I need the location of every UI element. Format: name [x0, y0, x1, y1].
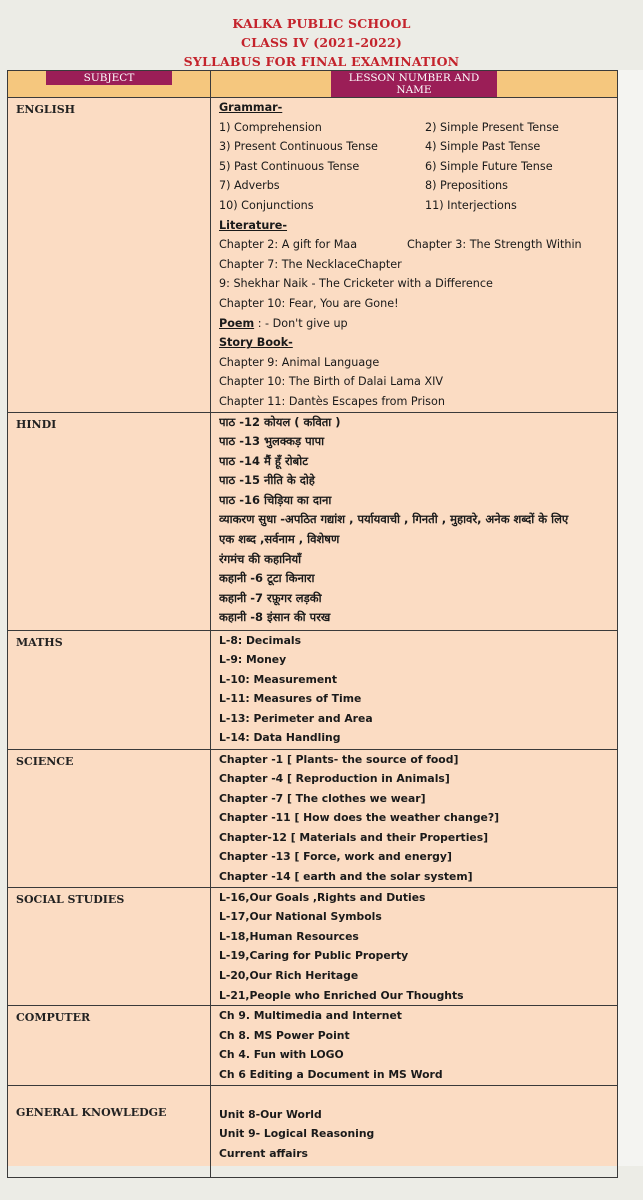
general-knowledge-lessons: [211, 1085, 618, 1177]
story-book-heading: Story Book-: [219, 336, 293, 350]
list-item: Chapter 9: Animal Language: [219, 355, 380, 369]
list-item: L-8: Decimals: [219, 633, 301, 647]
list-item: कहानी -7 रफ़ूगर लड़की: [219, 590, 322, 605]
list-item: पाठ -14 मैं हूँ रोबोट: [219, 453, 308, 468]
list-item: पाठ -15 नीति के दोहे: [219, 473, 315, 488]
list-item: L-14: Data Handling: [219, 731, 341, 745]
page-edge: [617, 70, 643, 1166]
list-item: L-17,Our National Symbols: [219, 910, 382, 924]
list-item: L-21,People who Enriched Our Thoughts: [219, 988, 464, 1002]
list-item: 7) Adverbs 8) Prepositions: [219, 179, 508, 193]
subject-social-studies: SOCIAL STUDIES: [8, 887, 211, 1006]
computer-lessons: [211, 1006, 618, 1085]
list-item: पाठ -12 कोयल ( कविता ): [219, 414, 341, 429]
list-item: Chapter -1 [ Plants- the source of food]: [219, 752, 459, 766]
subject-computer: COMPUTER: [8, 1006, 211, 1085]
list-item: L-11: Measures of Time: [219, 692, 362, 706]
list-item: Chapter -4 [ Reproduction in Animals]: [219, 772, 450, 786]
list-item: Ch 6 Editing a Document in MS Word: [219, 1068, 443, 1081]
list-item: Ch 9. Multimedia and Internet: [219, 1009, 402, 1023]
class-label: CLASS IV (2021-2022): [240, 35, 403, 50]
subject-maths: MATHS: [8, 630, 211, 749]
list-item: पाठ -16 चिड़िया का दाना: [219, 492, 332, 507]
grammar-heading: Grammar-: [219, 101, 283, 114]
list-item: Chapter 2: A gift for Maa Chapter 3: The Strength Within: [219, 238, 582, 252]
table-row-hindi: [8, 412, 618, 630]
table-row-general-knowledge: [8, 1085, 618, 1177]
literature-heading: Literature-: [219, 218, 288, 232]
document-header: [0, 14, 643, 71]
list-item: Chapter -11 [ How does the weather change?]: [219, 811, 500, 825]
table-header-row: [8, 71, 618, 98]
list-item: L-13: Perimeter and Area: [219, 711, 373, 725]
list-item: Unit 8-Our World: [219, 1107, 322, 1121]
list-item: Chapter 11: Dantès Escapes from Prison: [219, 394, 445, 408]
hindi-lessons: [211, 412, 618, 630]
list-item: 10) Conjunctions 11) Interjections: [219, 198, 517, 212]
list-item: Ch 4. Fun with LOGO: [219, 1048, 344, 1062]
list-item: L-10: Measurement: [219, 672, 337, 686]
list-item: Unit 9- Logical Reasoning: [219, 1127, 375, 1141]
list-item: Chapter -14 [ earth and the solar system]: [219, 870, 473, 884]
table-row-science: [8, 749, 618, 887]
table-row-social-studies: [8, 887, 618, 1006]
list-item: Chapter 10: Fear, You are Gone!: [219, 296, 399, 310]
science-lessons: [211, 749, 618, 887]
list-item: 5) Past Continuous Tense 6) Simple Future Tense: [219, 159, 553, 173]
list-item: L-9: Money: [219, 653, 287, 667]
list-item: L-18,Human Resources: [219, 929, 359, 943]
table-row-maths: [8, 630, 618, 749]
list-item: Chapter-12 [ Materials and their Properties]: [219, 830, 489, 844]
list-item: कहानी -6 टूटा किनारा: [219, 571, 315, 586]
table-row-computer: [8, 1006, 618, 1085]
school-name: KALKA PUBLIC SCHOOL: [232, 16, 411, 31]
list-item: रंगमंच की कहानियाँ: [219, 551, 302, 566]
list-item: Ch 8. MS Power Point: [219, 1028, 350, 1042]
social-studies-lessons: [211, 887, 618, 1006]
list-item: एक शब्द ,सर्वनाम , विशेषण: [219, 532, 340, 547]
list-item: व्याकरण सुधा -अपठित गद्यांश , पर्यायवाची , गिनती , मुहावरे, अनेक शब्दों के लिए: [219, 512, 569, 527]
document-title: SYLLABUS FOR FINAL EXAMINATION: [183, 54, 460, 69]
subject-science: SCIENCE: [8, 749, 211, 887]
list-item: Chapter -7 [ The clothes we wear]: [219, 791, 426, 805]
list-item: Chapter 7: The NecklaceChapter: [219, 257, 402, 271]
list-item: 3) Present Continuous Tense 4) Simple Past Tense: [219, 140, 541, 154]
table-row-english: [8, 98, 618, 413]
syllabus-table: [7, 70, 618, 1178]
list-item: 9: Shekhar Naik - The Cricketer with a Difference: [219, 277, 493, 291]
list-item: Chapter -13 [ Force, work and energy]: [219, 850, 452, 864]
list-item: L-20,Our Rich Heritage: [219, 969, 359, 983]
subject-general-knowledge: GENERAL KNOWLEDGE: [8, 1085, 211, 1177]
list-item: Current affairs: [219, 1146, 308, 1160]
subject-column-header: SUBJECT: [8, 71, 211, 98]
syllabus-sheet: [7, 70, 617, 1166]
lesson-column-header: LESSON NUMBER AND NAME: [211, 71, 618, 98]
list-item: 1) Comprehension 2) Simple Present Tense: [219, 120, 559, 134]
poem-line: Poem : - Don't give up: [219, 316, 348, 330]
list-item: L-19,Caring for Public Property: [219, 949, 409, 963]
subject-hindi: HINDI: [8, 412, 211, 630]
subject-english: ENGLISH: [8, 98, 211, 413]
english-lessons: [211, 98, 618, 413]
maths-lessons: [211, 630, 618, 749]
list-item: Chapter 10: The Birth of Dalai Lama XIV: [219, 375, 444, 389]
list-item: पाठ -13 भुलक्कड़ पापा: [219, 434, 325, 449]
list-item: L-16,Our Goals ,Rights and Duties: [219, 890, 426, 904]
list-item: कहानी -8 इंसान की परख: [219, 610, 331, 625]
